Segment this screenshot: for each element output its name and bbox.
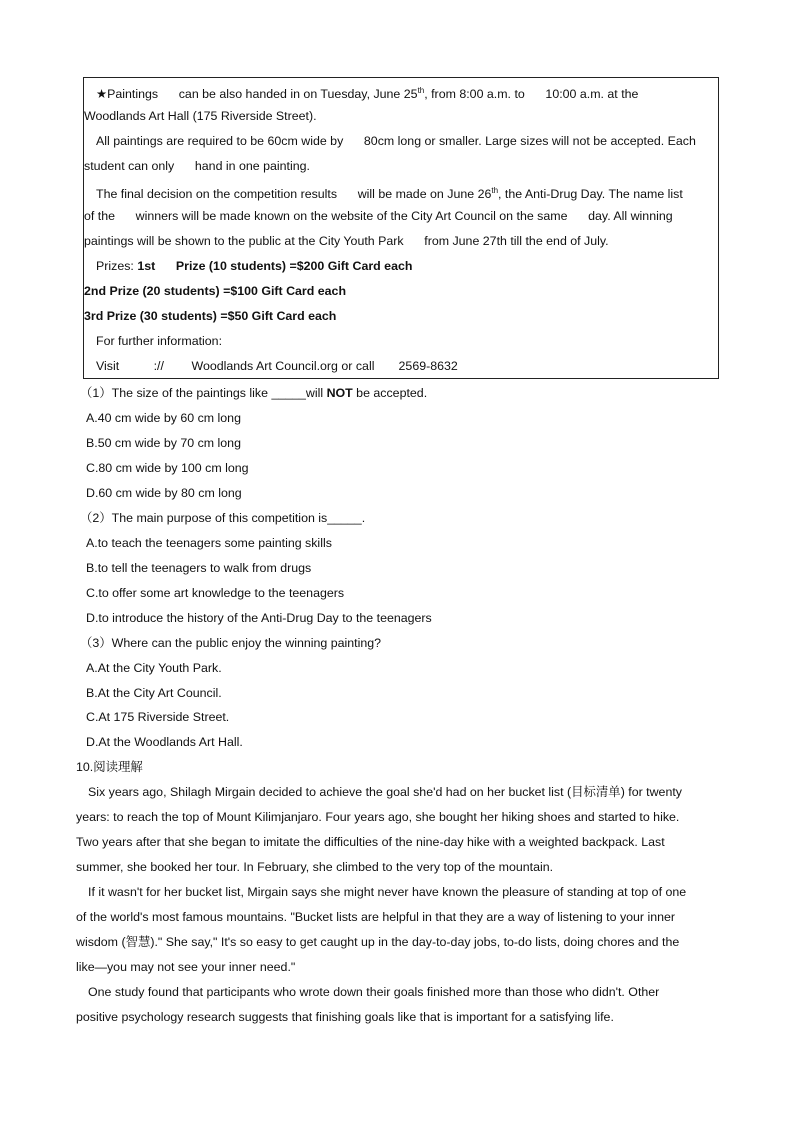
passage-line: of the world's most famous mountains. "Bucket lists are helpful in that they are a way of listening to your inner <box>76 910 676 924</box>
notice-line: ★Paintings can be also handed in on Tuesday, June 25th, from 8:00 a.m. to 10:00 a.m. at the <box>96 86 639 102</box>
notice-line: Woodlands Art Hall (175 Riverside Street). <box>84 109 317 123</box>
passage-line: wisdom (智慧)." She say," It's so easy to get caught up in the day-to-day jobs, to-do lists, doing chores and the <box>76 935 680 949</box>
passage-line: years: to reach the top of Mount Kilimjanjaro. Four years ago, she bought her hiking shoes and started to hike. <box>76 810 680 824</box>
option: D.to introduce the history of the Anti-Drug Day to the teenagers <box>86 611 432 625</box>
notice-line: of the winners will be made known on the website of the City Art Council on the same day. All winning <box>84 209 673 223</box>
prize-line: 2nd Prize (20 students) =$100 Gift Card each <box>84 284 347 298</box>
passage-line: Two years after that she began to imitate the difficulties of the nine-day hike with a weighted backpack. Last <box>76 835 665 849</box>
option: B.to tell the teenagers to walk from drugs <box>86 561 312 575</box>
passage-line: like—you may not see your inner need." <box>76 960 296 974</box>
question-stem: （1）The size of the paintings like _____will NOT be accepted. <box>80 386 428 400</box>
contact-line: Visit :// Woodlands Art Council.org or call 2569-8632 <box>96 359 458 373</box>
option: A.At the City Youth Park. <box>86 661 222 675</box>
question-stem: （3）Where can the public enjoy the winning painting? <box>80 636 381 650</box>
section-heading: 10.阅读理解 <box>76 760 143 774</box>
option: B.At the City Art Council. <box>86 686 222 700</box>
passage-line: positive psychology research suggests that finishing goals like that is important for a satisfying life. <box>76 1010 614 1024</box>
option: D.At the Woodlands Art Hall. <box>86 735 243 749</box>
notice-line: For further information: <box>96 334 223 348</box>
passage-line: If it wasn't for her bucket list, Mirgain says she might never have known the pleasure of standing at top of one <box>88 885 687 899</box>
option: B.50 cm wide by 70 cm long <box>86 436 241 450</box>
prize-line: 3rd Prize (30 students) =$50 Gift Card each <box>84 309 337 323</box>
passage-line: Six years ago, Shilagh Mirgain decided to achieve the goal she'd had on her bucket list (目标清单) for twenty <box>88 785 682 799</box>
option: D.60 cm wide by 80 cm long <box>86 486 242 500</box>
option: A.to teach the teenagers some painting skills <box>86 536 332 550</box>
notice-line: student can only hand in one painting. <box>84 159 310 173</box>
option: C.80 cm wide by 100 cm long <box>86 461 249 475</box>
notice-line: The final decision on the competition results will be made on June 26th, the Anti-Drug Day. The name list <box>96 186 683 202</box>
passage-line: One study found that participants who wrote down their goals finished more than those who didn't. Other <box>88 985 660 999</box>
option: A.40 cm wide by 60 cm long <box>86 411 241 425</box>
notice-line: All paintings are required to be 60cm wide by 80cm long or smaller. Large sizes will not be accepted. Each <box>96 134 696 148</box>
question-stem: （2）The main purpose of this competition is_____. <box>80 511 366 525</box>
passage-line: summer, she booked her tour. In February, she climbed to the very top of the mountain. <box>76 860 554 874</box>
notice-line: paintings will be shown to the public at the City Youth Park from June 27th till the end of July. <box>84 234 609 248</box>
prize-line: Prizes: 1st Prize (10 students) =$200 Gift Card each <box>96 259 413 273</box>
option: C.At 175 Riverside Street. <box>86 710 230 724</box>
option: C.to offer some art knowledge to the teenagers <box>86 586 345 600</box>
